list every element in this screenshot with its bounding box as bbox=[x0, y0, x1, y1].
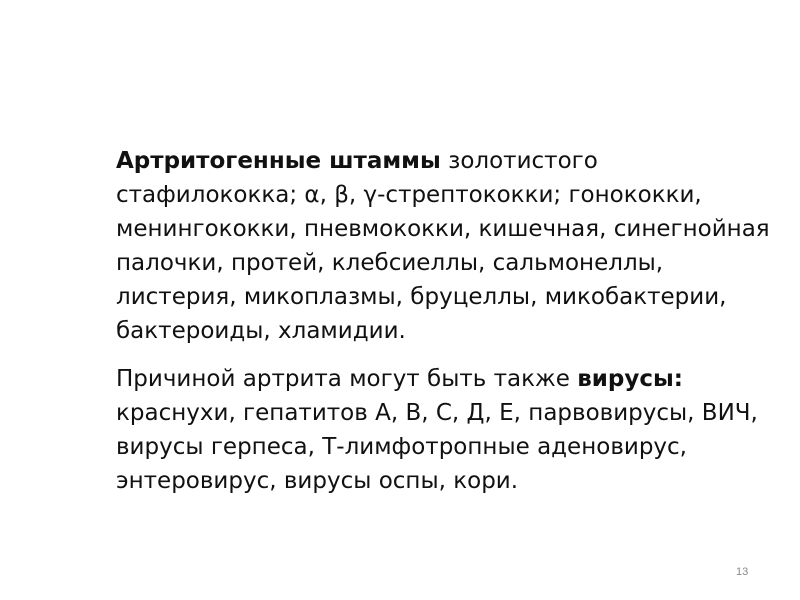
page-number: 13 bbox=[736, 566, 749, 578]
slide-body bbox=[116, 144, 776, 498]
bacteria-heading: Артритогенные штаммы bbox=[116, 148, 441, 174]
paragraph-bacteria bbox=[116, 144, 776, 348]
paragraph-viruses bbox=[116, 362, 776, 498]
bacteria-list: золотистого стафилококка; α, β, γ-стрептококки; гонококки, менингококки, пневмококки, кишечная, синегнойная палочки, протей, клебсиеллы, сальмонеллы, листерия, микоплазмы, бруцеллы, микобактерии, бактероиды, хламидии. bbox=[116, 148, 770, 344]
viruses-heading: вирусы: bbox=[577, 366, 683, 392]
viruses-intro: Причиной артрита могут быть также bbox=[116, 366, 578, 392]
viruses-list: краснухи, гепатитов А, В, С, Д, Е, парвовирусы, ВИЧ, вирусы герпеса, Т-лимфотропные аденовирус, энтеровирус, вирусы оспы, кори. bbox=[116, 400, 758, 494]
